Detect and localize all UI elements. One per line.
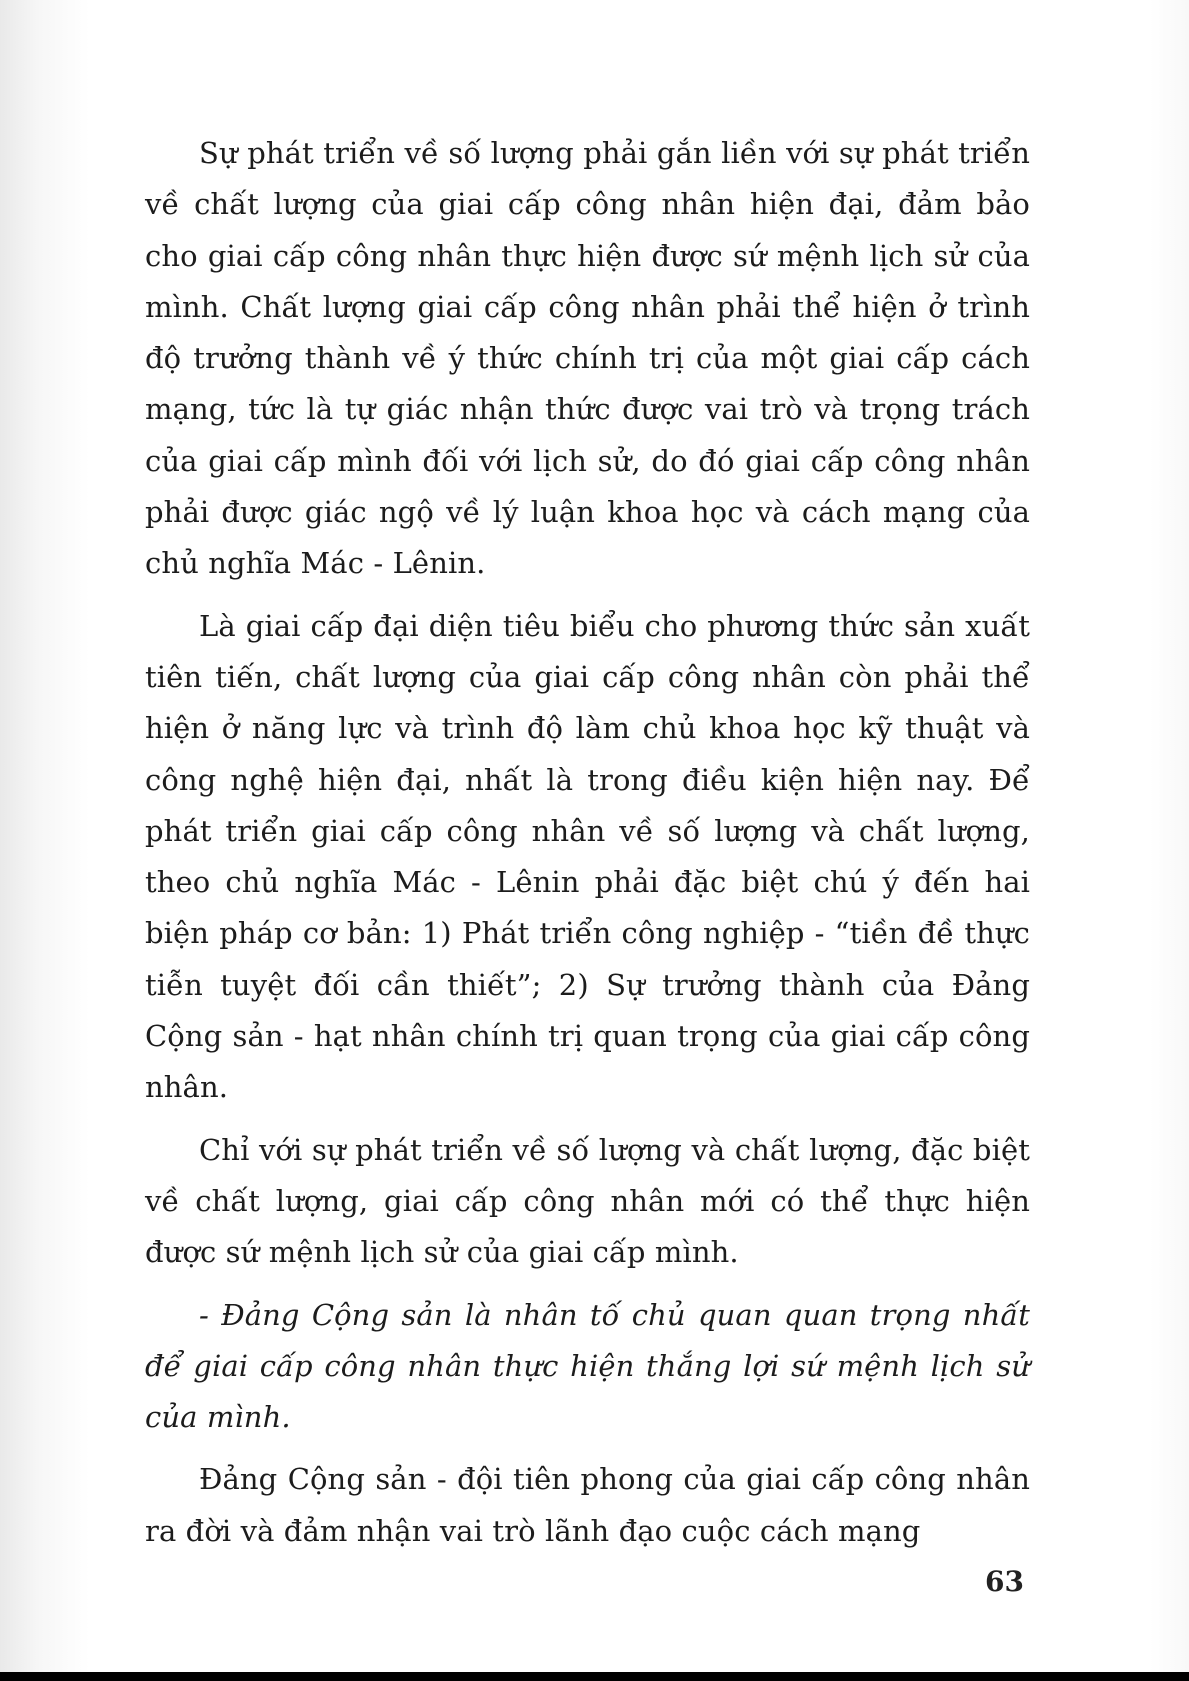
scan-bottom-edge <box>0 1672 1189 1681</box>
paragraph-party-vanguard: Đảng Cộng sản - đội tiên phong của giai cấp công nhân ra đời và đảm nhận vai trò lãnh đạo cuộc cách mạng <box>145 1462 1030 1548</box>
paragraph-party-subheading: - Đảng Cộng sản là nhân tố chủ quan quan trọng nhất để giai cấp công nhân thực hiện thắng lợi sứ mệnh lịch sử của mình. <box>145 1297 1030 1435</box>
page-number: 63 <box>985 1565 1024 1598</box>
paragraph-advanced-production: Là giai cấp đại diện tiêu biểu cho phương thức sản xuất tiên tiến, chất lượng của giai cấp công nhân còn phải thể hiện ở năng lực và trình độ làm chủ khoa học kỹ thuật và công nghệ hiện đại, nhất là trong điều kiện hiện nay. Để phát triển giai cấp công nhân về số lượng và chất lượng, theo chủ nghĩa Mác - Lênin phải đặc biệt chú ý đến hai biện pháp cơ bản: 1) Phát triển công nghiệp - “tiền đề thực tiễn tuyệt đối cần thiết”; 2) Sự trưởng thành của Đảng Cộng sản - hạt nhân chính trị quan trọng của giai cấp công nhân. <box>145 608 1030 1105</box>
body-text <box>145 128 1030 1568</box>
paragraph-quantity-quality: Sự phát triển về số lượng phải gắn liền với sự phát triển về chất lượng của giai cấp công nhân hiện đại, đảm bảo cho giai cấp công nhân thực hiện được sứ mệnh lịch sử của mình. Chất lượng giai cấp công nhân phải thể hiện ở trình độ trưởng thành về ý thức chính trị của một giai cấp cách mạng, tức là tự giác nhận thức được vai trò và trọng trách của giai cấp mình đối với lịch sử, do đó giai cấp công nhân phải được giác ngộ về lý luận khoa học và cách mạng của chủ nghĩa Mác - Lênin. <box>145 136 1030 581</box>
paragraph-mission-conclusion: Chỉ với sự phát triển về số lượng và chất lượng, đặc biệt về chất lượng, giai cấp công nhân mới có thể thực hiện được sứ mệnh lịch sử của giai cấp mình. <box>145 1132 1030 1270</box>
